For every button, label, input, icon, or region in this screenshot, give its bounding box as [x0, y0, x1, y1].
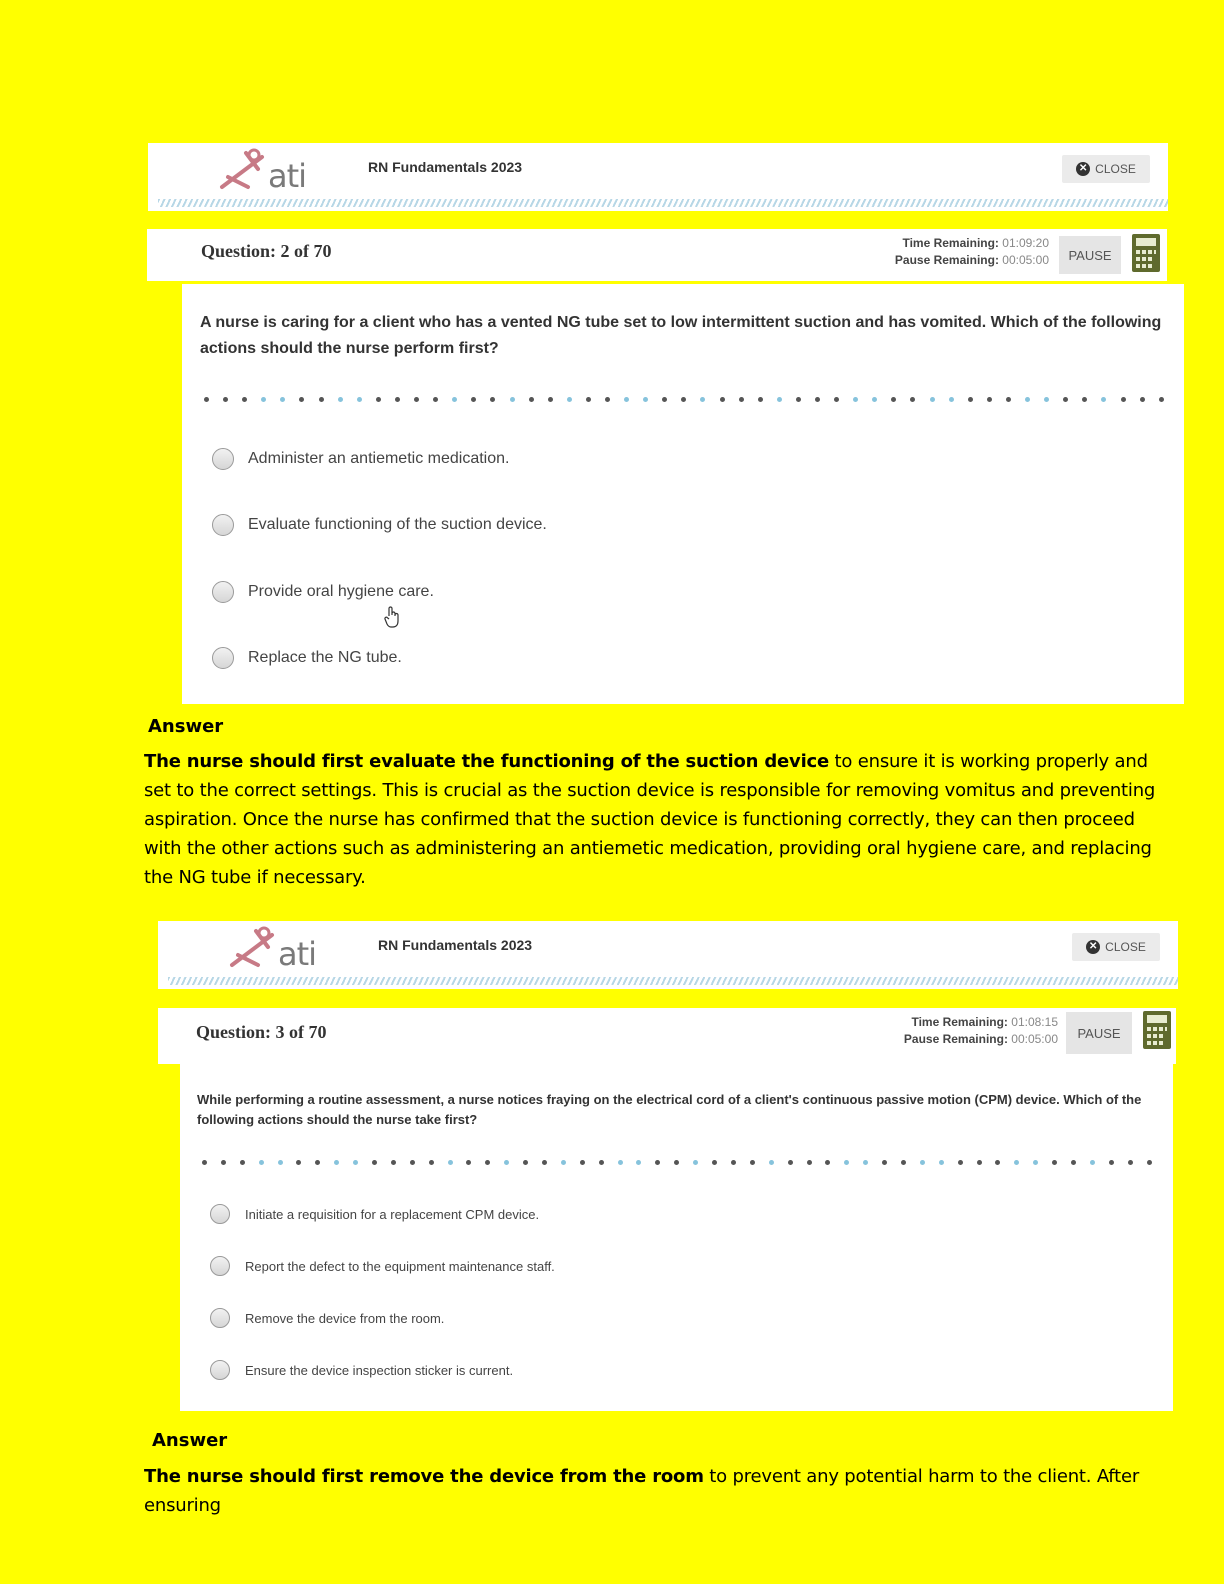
progress-dot	[681, 397, 686, 402]
progress-dot	[485, 1160, 490, 1165]
progress-dot	[731, 1160, 736, 1165]
progress-dot	[750, 1160, 755, 1165]
radio-button[interactable]	[210, 1204, 230, 1224]
answer-rest: to prevent any potential harm to the client. After ensuring	[144, 1466, 1140, 1516]
progress-dot	[605, 397, 610, 402]
progress-dot	[240, 1160, 245, 1165]
option-2[interactable]	[210, 1256, 555, 1276]
progress-dot	[338, 397, 343, 402]
progress-dot	[221, 1160, 226, 1165]
progress-dot	[758, 397, 763, 402]
radio-button[interactable]	[212, 581, 234, 603]
progress-dot	[834, 397, 839, 402]
progress-dot	[618, 1160, 623, 1165]
progress-dot	[567, 397, 572, 402]
time-remaining-label: Time Remaining:	[902, 236, 999, 250]
progress-dot	[1109, 1160, 1114, 1165]
progress-dot	[542, 1160, 547, 1165]
progress-dot	[636, 1160, 641, 1165]
progress-dot	[433, 397, 438, 402]
progress-dot	[930, 397, 935, 402]
question-text: A nurse is caring for a client who has a vented NG tube set to low intermittent suction and has vomited. Which of the following actions should the nurse perform first?	[200, 314, 1162, 357]
option-1[interactable]	[210, 1204, 539, 1224]
radio-button[interactable]	[210, 1360, 230, 1380]
question-number: Question: 2 of 70	[201, 241, 332, 261]
exam-title: RN Fundamentals 2023	[368, 159, 523, 175]
progress-dot	[844, 1160, 849, 1165]
option-4[interactable]	[210, 1360, 513, 1380]
calculator-icon[interactable]	[1142, 1010, 1172, 1050]
progress-dot	[353, 1160, 358, 1165]
progress-dot	[471, 397, 476, 402]
answer-heading: Answer	[152, 1430, 228, 1451]
option-1[interactable]	[212, 448, 509, 470]
app-header	[158, 921, 1178, 989]
option-label: Replace the NG tube.	[248, 649, 402, 666]
progress-dot	[504, 1160, 509, 1165]
progress-dot	[372, 1160, 377, 1165]
progress-dots	[204, 397, 1178, 405]
timers	[904, 1014, 1058, 1048]
progress-dot	[949, 397, 954, 402]
time-remaining-value: 01:09:20	[1002, 236, 1049, 250]
question-panel	[180, 1064, 1173, 1411]
progress-dot	[586, 397, 591, 402]
logo-text: ati	[268, 157, 307, 195]
progress-dot	[958, 1160, 963, 1165]
question-bar	[158, 1008, 1176, 1064]
progress-dot	[1063, 397, 1068, 402]
progress-dot	[910, 397, 915, 402]
progress-dot	[452, 397, 457, 402]
progress-dot	[796, 397, 801, 402]
progress-dot	[901, 1160, 906, 1165]
answer-key-sentence: The nurse should first evaluate the functioning of the suction device	[144, 751, 830, 772]
pause-remaining-value: 00:05:00	[1011, 1032, 1058, 1046]
progress-dot	[319, 397, 324, 402]
progress-dot	[280, 397, 285, 402]
progress-dot	[891, 397, 896, 402]
close-label: CLOSE	[1095, 162, 1136, 176]
progress-dot	[466, 1160, 471, 1165]
progress-dot	[872, 397, 877, 402]
option-label: Remove the device from the room.	[245, 1310, 445, 1326]
progress-dot	[414, 397, 419, 402]
progress-dot	[334, 1160, 339, 1165]
progress-dot	[624, 397, 629, 402]
progress-dot	[777, 397, 782, 402]
progress-dot	[863, 1160, 868, 1165]
option-4[interactable]	[212, 647, 402, 669]
progress-dot	[299, 397, 304, 402]
question-bar	[147, 229, 1167, 281]
progress-dot	[1090, 1160, 1095, 1165]
progress-dot	[315, 1160, 320, 1165]
option-label: Report the defect to the equipment maintenance staff.	[245, 1258, 555, 1274]
progress-dot	[769, 1160, 774, 1165]
progress-dot	[242, 397, 247, 402]
progress-dot	[548, 397, 553, 402]
progress-dot	[448, 1160, 453, 1165]
progress-dot	[739, 397, 744, 402]
progress-dot	[995, 1160, 1000, 1165]
progress-dot	[1082, 397, 1087, 402]
progress-dot	[1128, 1160, 1133, 1165]
progress-dots	[202, 1160, 1165, 1168]
exam-title: RN Fundamentals 2023	[378, 937, 533, 953]
progress-dot	[296, 1160, 301, 1165]
progress-dot	[1159, 397, 1164, 402]
progress-dot	[655, 1160, 660, 1165]
progress-dot	[1025, 397, 1030, 402]
pause-remaining-value: 00:05:00	[1002, 253, 1049, 267]
progress-dot	[395, 397, 400, 402]
progress-dot	[977, 1160, 982, 1165]
progress-dot	[376, 397, 381, 402]
answer-rest: to ensure it is working properly and set to the correct settings. This is crucial as the suction device is responsible for removing vomitus and preventing aspiration. Once the nurse has confirmed that the suction device is functioning correctly, they can then proceed with the other actions such as administering an antiemetic medication, providing oral hygiene care, and replacing the NG tube if necessary.	[144, 751, 1156, 888]
option-label: Initiate a requisition for a replacement CPM device.	[245, 1206, 540, 1222]
pause-button[interactable]: PAUSE	[1066, 1012, 1132, 1054]
progress-dot	[429, 1160, 434, 1165]
answer-explanation	[144, 747, 1174, 892]
progress-dot	[1044, 397, 1049, 402]
option-label: Evaluate functioning of the suction device.	[248, 516, 547, 533]
progress-dot	[1033, 1160, 1038, 1165]
radio-button[interactable]	[210, 1308, 230, 1328]
header-divider	[158, 199, 1168, 207]
progress-dot	[599, 1160, 604, 1165]
question-number: Question: 3 of 70	[196, 1022, 327, 1042]
close-icon: ✕	[1076, 162, 1090, 176]
timers	[895, 235, 1049, 269]
progress-dot	[261, 397, 266, 402]
progress-dot	[1101, 397, 1106, 402]
progress-dot	[523, 1160, 528, 1165]
radio-button[interactable]	[212, 448, 234, 470]
progress-dot	[410, 1160, 415, 1165]
logo-text: ati	[278, 935, 317, 973]
app-header	[148, 143, 1168, 211]
progress-dot	[490, 397, 495, 402]
option-2[interactable]	[212, 514, 547, 536]
pause-remaining-label: Pause Remaining:	[894, 253, 999, 267]
progress-dot	[529, 397, 534, 402]
header-divider	[168, 977, 1178, 985]
time-remaining-value: 01:08:15	[1011, 1015, 1058, 1029]
progress-dot	[1147, 1160, 1152, 1165]
progress-dot	[920, 1160, 925, 1165]
answer-key-sentence: The nurse should first remove the device from the room	[144, 1466, 704, 1487]
close-icon: ✕	[1086, 940, 1100, 954]
progress-dot	[580, 1160, 585, 1165]
progress-dot	[788, 1160, 793, 1165]
option-label: Ensure the device inspection sticker is current.	[245, 1362, 514, 1378]
time-remaining-label: Time Remaining:	[911, 1015, 1008, 1029]
question-panel	[182, 284, 1184, 704]
option-label: Provide oral hygiene care.	[248, 583, 434, 600]
progress-dot	[987, 397, 992, 402]
progress-dot	[712, 1160, 717, 1165]
radio-button[interactable]	[212, 647, 234, 669]
progress-dot	[391, 1160, 396, 1165]
close-label: CLOSE	[1105, 940, 1146, 954]
close-button[interactable]	[1072, 933, 1160, 961]
question-text: While performing a routine assessment, a nurse notices fraying on the electrical cord of a client's continuous passive motion (CPM) device. Which of the following actions should the nurse take first?	[197, 1092, 1142, 1127]
progress-dot	[662, 397, 667, 402]
progress-dot	[1121, 397, 1126, 402]
progress-dot	[1140, 397, 1145, 402]
progress-dot	[939, 1160, 944, 1165]
answer-heading: Answer	[148, 716, 224, 737]
progress-dot	[807, 1160, 812, 1165]
progress-dot	[1052, 1160, 1057, 1165]
progress-dot	[204, 397, 209, 402]
progress-dot	[202, 1160, 207, 1165]
progress-dot	[1014, 1160, 1019, 1165]
progress-dot	[259, 1160, 264, 1165]
progress-dot	[720, 397, 725, 402]
pause-remaining-label: Pause Remaining:	[903, 1032, 1008, 1046]
progress-dot	[643, 397, 648, 402]
radio-button[interactable]	[210, 1256, 230, 1276]
progress-dot	[1071, 1160, 1076, 1165]
progress-dot	[700, 397, 705, 402]
close-button[interactable]	[1062, 155, 1150, 183]
pause-button[interactable]: PAUSE	[1059, 236, 1121, 274]
option-label: Administer an antiemetic medication.	[248, 450, 510, 467]
option-3[interactable]	[212, 581, 434, 603]
radio-button[interactable]	[212, 514, 234, 536]
progress-dot	[674, 1160, 679, 1165]
progress-dot	[1006, 397, 1011, 402]
progress-dot	[278, 1160, 283, 1165]
option-3[interactable]	[210, 1308, 444, 1328]
hand-cursor-icon	[384, 606, 400, 628]
progress-dot	[510, 397, 515, 402]
progress-dot	[882, 1160, 887, 1165]
progress-dot	[223, 397, 228, 402]
progress-dot	[815, 397, 820, 402]
progress-dot	[561, 1160, 566, 1165]
progress-dot	[968, 397, 973, 402]
progress-dot	[825, 1160, 830, 1165]
answer-explanation	[144, 1462, 1174, 1520]
progress-dot	[693, 1160, 698, 1165]
progress-dot	[853, 397, 858, 402]
calculator-icon[interactable]	[1131, 233, 1161, 273]
progress-dot	[357, 397, 362, 402]
